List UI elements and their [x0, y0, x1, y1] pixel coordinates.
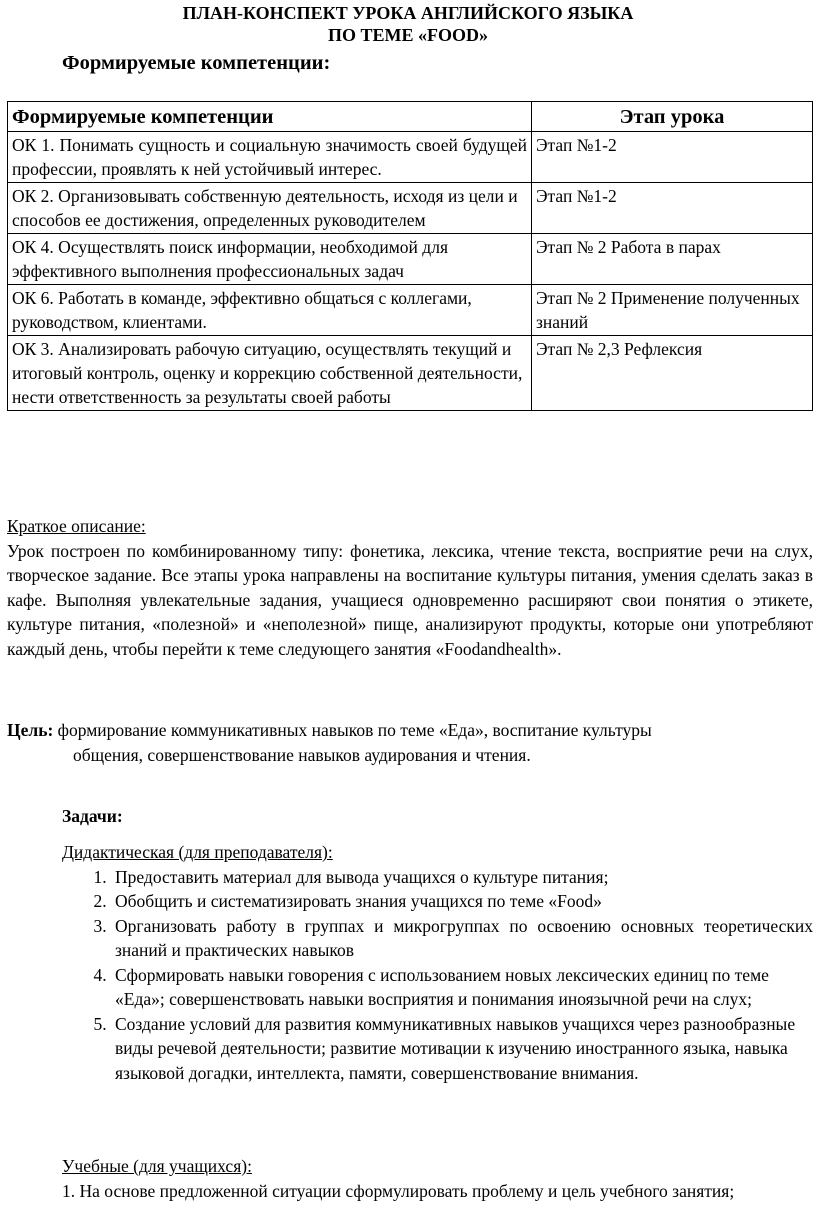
- description-label: Краткое описание:: [7, 516, 146, 536]
- stage-cell: Этап № 2,3 Рефлексия: [532, 336, 813, 411]
- table-header-row: [8, 102, 813, 132]
- competencies-table: [7, 101, 813, 411]
- list-item: 2. Обобщить и систематизировать знания учащихся по теме «Food»: [111, 889, 813, 914]
- table-row: [8, 234, 813, 285]
- stage-cell: Этап № 2 Работа в парах: [532, 234, 813, 285]
- goal-section: [7, 718, 813, 767]
- list-item: 1. Предоставить материал для вывода учащихся о культуре питания;: [111, 865, 813, 890]
- document-title-line2: ПО ТЕМЕ «FOOD»: [327, 25, 488, 45]
- tasks-heading: Задачи:: [62, 806, 123, 826]
- competence-column-header: Формируемые компетенции: [8, 102, 532, 132]
- stage-cell: Этап № 2 Применение полученных знаний: [532, 285, 813, 336]
- description-section: [7, 514, 813, 661]
- didactic-task-list: [7, 865, 813, 1086]
- educational-section: [7, 1154, 813, 1203]
- goal-text-line1: формирование коммуникативных навыков по теме «Еда», воспитание культуры: [53, 720, 652, 740]
- competence-cell: ОК 1. Понимать сущность и социальную значимость своей будущей профессии, проявлять к ней устойчивый интерес.: [8, 132, 532, 183]
- stage-cell: Этап №1-2: [532, 183, 813, 234]
- competence-cell: ОК 2. Организовывать собственную деятельность, исходя из цели и способов ее достижения, определенных руководителем: [8, 183, 532, 234]
- competence-cell: ОК 6. Работать в команде, эффективно общаться с коллегами, руководством, клиентами.: [8, 285, 532, 336]
- table-row: [8, 132, 813, 183]
- educational-label: Учебные (для учащихся):: [62, 1156, 252, 1176]
- stage-cell: Этап №1-2: [532, 132, 813, 183]
- goal-text-line2: общения, совершенствование навыков аудирования и чтения.: [73, 744, 531, 765]
- competence-cell: ОК 3. Анализировать рабочую ситуацию, осуществлять текущий и итоговый контроль, оценку и коррекцию собственной деятельности, нести ответственность за результаты своей работы: [8, 336, 532, 411]
- didactic-section: [7, 840, 813, 1085]
- table-row: [8, 183, 813, 234]
- description-text: Урок построен по комбинированному типу: фонетика, лексика, чтение текста, восприятие речи на слух, творческое задание. Все этапы урока направлены на воспитание культуры питания, умения сделать заказ в кафе. Выполняя увлекательные задания, учащиеся одновременно расширяют свои понятия о этикете, культуре питания, «полезной» и «неполезной» пище, анализируют продукты, которые они употребляют каждый день, чтобы перейти к теме следующего занятия «Foodandhealth».: [7, 540, 813, 659]
- list-item: 5. Создание условий для развития коммуникативных навыков учащихся через разнообразные виды речевой деятельности; развитие мотивации к изучению иностранного языка, навыка языковой догадки, интеллекта, памяти, совершенствование внимания.: [111, 1012, 813, 1086]
- goal-line1: [7, 718, 813, 743]
- competence-cell: ОК 4. Осуществлять поиск информации, необходимой для эффективного выполнения профессиональных задач: [8, 234, 532, 285]
- competencies-subtitle: Формируемые компетенции:: [62, 52, 331, 74]
- stage-column-header: Этап урока: [532, 102, 813, 132]
- table-row: [8, 336, 813, 411]
- document-title-line1: ПЛАН-КОНСПЕКТ УРОКА АНГЛИЙСКОГО ЯЗЫКА: [182, 3, 634, 23]
- list-item: 4. Сформировать навыки говорения с использованием новых лексических единиц по теме «Еда»; совершенствовать навыки восприятия и понимания иноязычной речи на слух;: [111, 963, 813, 1012]
- didactic-label: Дидактическая (для преподавателя):: [62, 842, 333, 862]
- list-item: 3. Организовать работу в группах и микрогруппах по освоению основных теоретических знаний и практических навыков: [111, 914, 813, 963]
- table-row: [8, 285, 813, 336]
- educational-item-1: 1. На основе предложенной ситуации сформулировать проблему и цель учебного занятия;: [62, 1180, 735, 1201]
- goal-label: Цель:: [7, 720, 54, 740]
